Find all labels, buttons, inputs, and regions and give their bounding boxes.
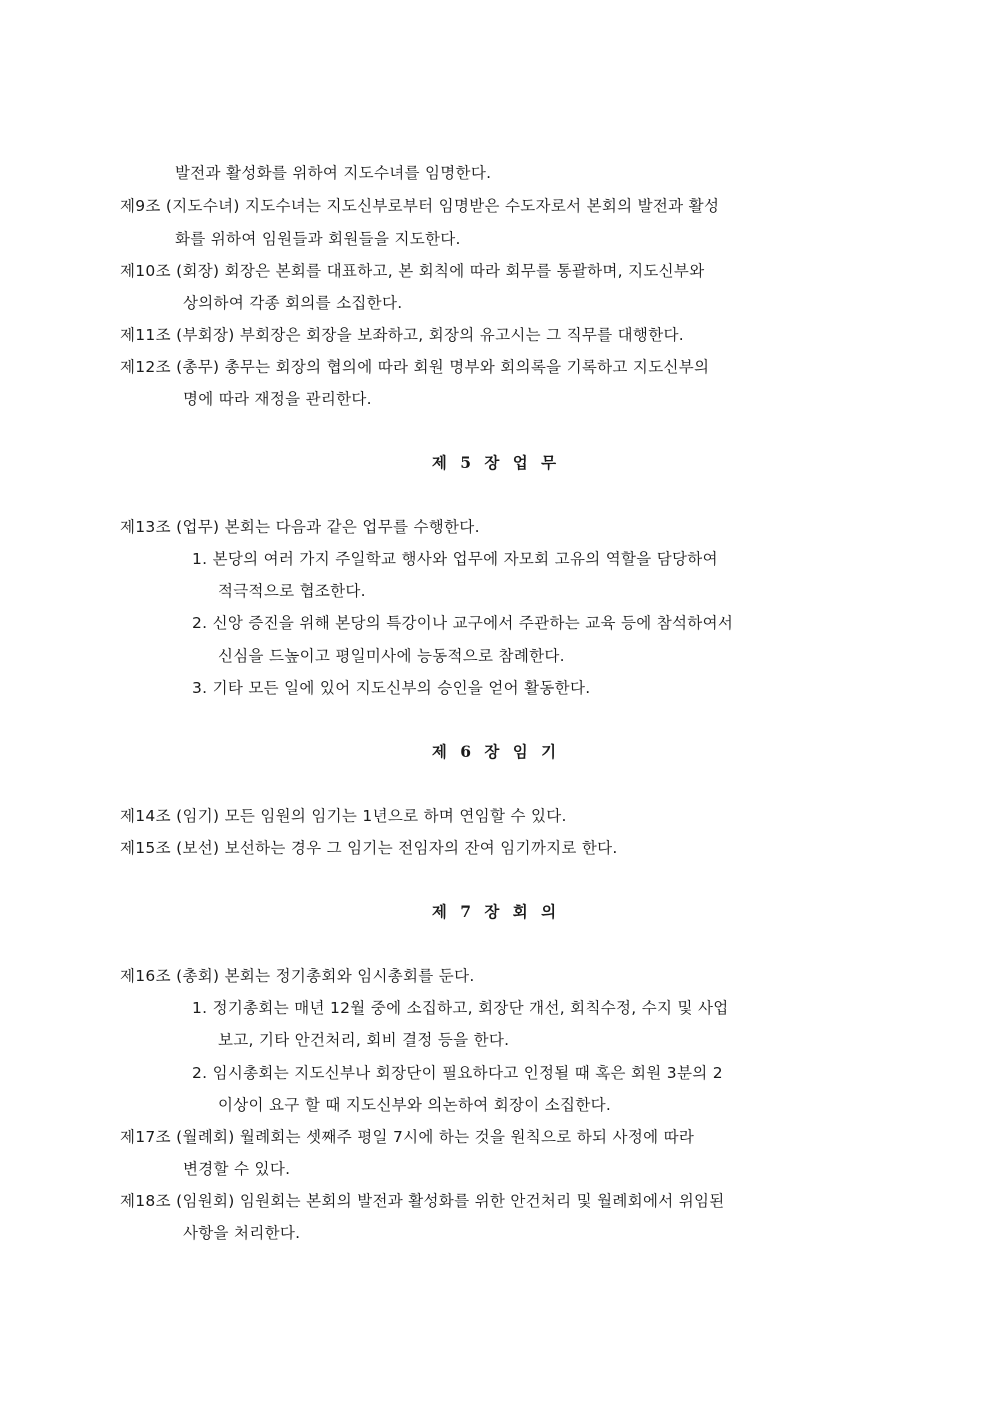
text-line: 상의하여 각종 회의를 소집한다. [183, 294, 403, 312]
list-item: 2. 임시총회는 지도신부나 회장단이 필요하다고 인정될 때 혹은 회원 3분의 2 [192, 1064, 723, 1082]
article-17: 제17조 (월례회) 월례회는 셋째주 평일 7시에 하는 것을 원칙으로 하되 사정에 따라 [120, 1128, 695, 1146]
text-line: 보고, 기타 안건처리, 회비 결정 등을 한다. [218, 1031, 510, 1049]
article-16: 제16조 (총회) 본회는 정기총회와 임시총회를 둔다. [120, 967, 475, 985]
text-line: 화를 위하여 임원들과 회원들을 지도한다. [175, 230, 461, 248]
article-10: 제10조 (회장) 회장은 본회를 대표하고, 본 회칙에 따라 회무를 통괄하며, 지도신부와 [120, 262, 705, 280]
article-9: 제9조 (지도수녀) 지도수녀는 지도신부로부터 임명받은 수도자로서 본회의 발전과 활성 [120, 197, 720, 215]
chapter-6-heading: 제 6 장 임 기 [431, 742, 561, 761]
article-18: 제18조 (임원회) 임원회는 본회의 발전과 활성화를 위한 안건처리 및 월례회에서 위임된 [120, 1192, 725, 1210]
list-item: 1. 본당의 여러 가지 주일학교 행사와 업무에 자모회 고유의 역할을 담당하여 [192, 550, 718, 568]
article-13: 제13조 (업무) 본회는 다음과 같은 업무를 수행한다. [120, 518, 480, 536]
text-line: 이상이 요구 할 때 지도신부와 의논하여 회장이 소집한다. [218, 1096, 612, 1114]
text-line: 발전과 활성화를 위하여 지도수녀를 임명한다. [175, 164, 492, 182]
list-item: 2. 신앙 증진을 위해 본당의 특강이나 교구에서 주관하는 교육 등에 참석하여서 [192, 614, 734, 632]
article-15: 제15조 (보선) 보선하는 경우 그 임기는 전임자의 잔여 임기까지로 한다. [120, 839, 618, 857]
list-item: 3. 기타 모든 일에 있어 지도신부의 승인을 얻어 활동한다. [192, 679, 591, 697]
chapter-5-heading: 제 5 장 업 무 [431, 453, 561, 472]
article-12: 제12조 (총무) 총무는 회장의 협의에 따라 회원 명부와 회의록을 기록하고 지도신부의 [120, 358, 710, 376]
article-14: 제14조 (임기) 모든 임원의 임기는 1년으로 하며 연임할 수 있다. [120, 807, 567, 825]
text-line: 명에 따라 재정을 관리한다. [183, 390, 372, 408]
list-item: 1. 정기총회는 매년 12월 중에 소집하고, 회장단 개선, 회칙수정, 수지 및 사업 [192, 999, 729, 1017]
text-line: 사항을 처리한다. [183, 1224, 301, 1242]
text-line: 신심을 드높이고 평일미사에 능동적으로 참례한다. [218, 647, 565, 665]
chapter-7-heading: 제 7 장 회 의 [431, 902, 561, 921]
article-11: 제11조 (부회장) 부회장은 회장을 보좌하고, 회장의 유고시는 그 직무를 대행한다. [120, 326, 684, 344]
text-line: 적극적으로 협조한다. [218, 582, 366, 600]
text-line: 변경할 수 있다. [183, 1160, 291, 1178]
